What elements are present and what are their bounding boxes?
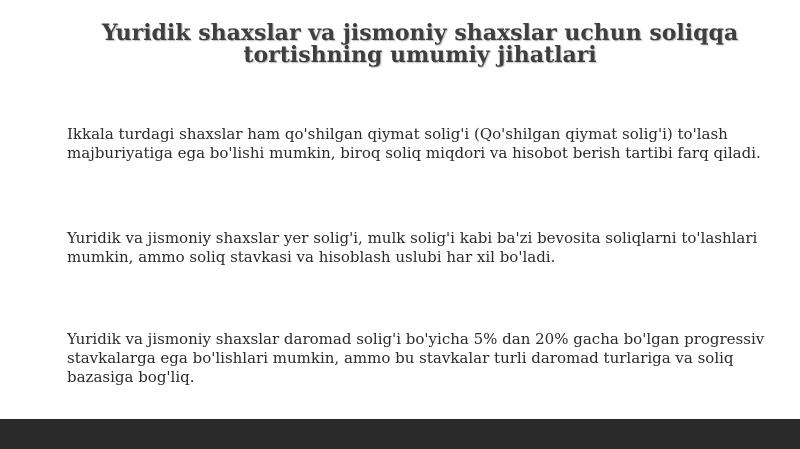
paragraph-income-tax: Yuridik va jismoniy shaxslar daromad solig'i bo'yicha 5% dan 20% gacha bo'lgan progressiv stavkalarga ega bo'lishlari mumkin, ammo bu stavkalar turli daromad turlariga va soliq bazasiga bog'liq. bbox=[67, 330, 765, 386]
footer-bar bbox=[0, 419, 800, 449]
slide-title: Yuridik shaxslar va jismoniy shaxslar uchun soliqqa tortishning umumiy jihatlari bbox=[101, 20, 739, 68]
paragraph-vat: Ikkala turdagi shaxslar ham qo'shilgan qiymat solig'i (Qo'shilgan qiymat solig'i) to'lash majburiyatiga ega bo'lishi mumkin, biroq soliq miqdori va hisobot berish tartibi farq qiladi. bbox=[67, 125, 761, 162]
paragraph-direct-taxes: Yuridik va jismoniy shaxslar yer solig'i, mulk solig'i kabi ba'zi bevosita soliqlarni to'lashlari mumkin, ammo soliq stavkasi va hisoblash uslubi har xil bo'ladi. bbox=[67, 229, 758, 266]
